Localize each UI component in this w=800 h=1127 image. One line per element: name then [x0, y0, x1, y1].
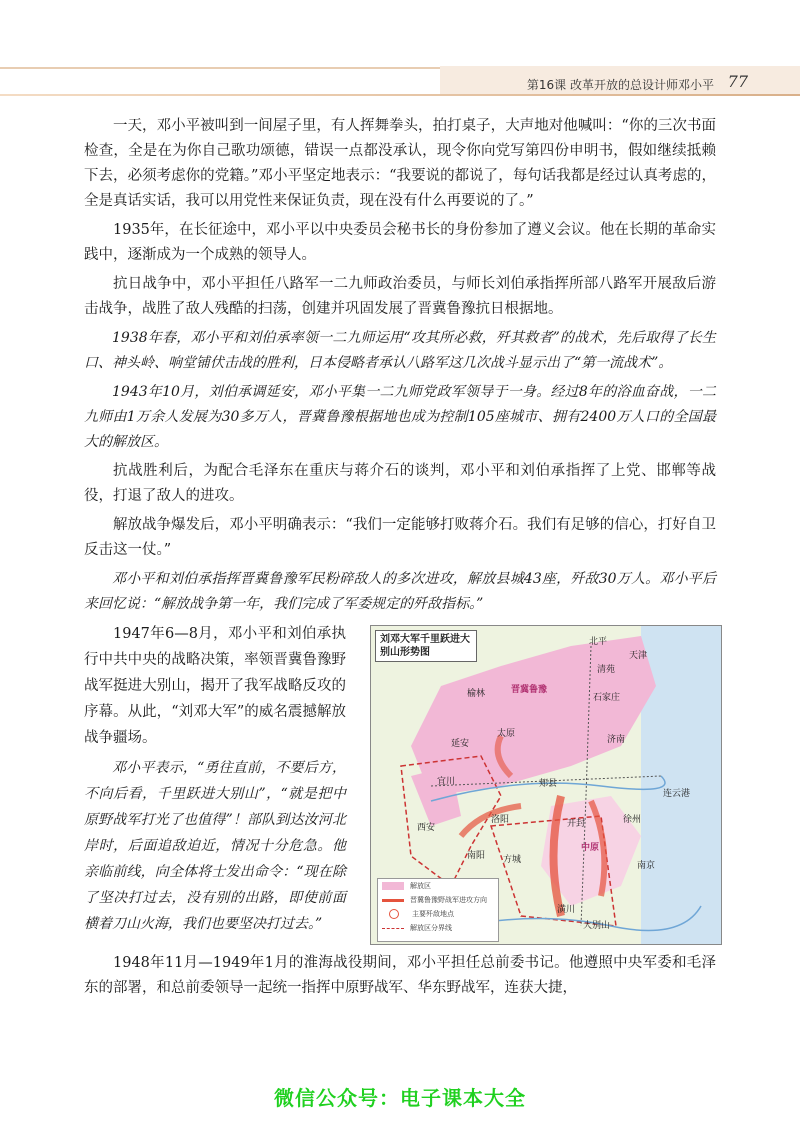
- paragraph-8: 邓小平和刘伯承指挥晋冀鲁豫军民粉碎敌人的多次进攻，解放县城43座，歼敌30万人。邓小平后来回忆说：“解放战争第一年，我们完成了军委规定的歼敌指标。”: [84, 571, 716, 612]
- paragraph-9: 1947年6—8月，邓小平和刘伯承执行中共中央的战略决策，率领晋冀鲁豫野战军挺进大别山，揭开了我军战略反攻的序幕。从此，“刘邓大军”的威名震撼解放战争疆场。: [84, 626, 346, 746]
- legend-row-liberated: [378, 879, 498, 893]
- text-with-map: [84, 621, 716, 951]
- paragraph-3: 抗日战争中，邓小平担任八路军一二九师政治委员，与师长刘伯承指挥所部八路军开展敌后游击战争，战胜了敌人残酷的扫荡，创建并巩固发展了晋冀鲁豫抗日根据地。: [84, 276, 716, 317]
- label-huangchuan: 潢川: [557, 905, 576, 915]
- map-legend: [377, 878, 499, 942]
- label-shijiazhuang: 石家庄: [593, 693, 621, 703]
- main-content: [84, 114, 716, 1005]
- label-jiaxian: 郏县: [539, 779, 558, 789]
- label-xian: 西安: [417, 823, 436, 833]
- paragraph-2: 1935年，在长征途中，邓小平以中央委员会秘书长的身份参加了遵义会议。他在长期的革命实践中，逐渐成为一个成熟的领导人。: [84, 222, 716, 263]
- label-region-jinjiluyu: 晋冀鲁豫: [511, 685, 548, 695]
- label-xuzhou: 徐州: [623, 815, 642, 825]
- paragraph-7: 解放战争爆发后，邓小平明确表示：“我们一定能够打败蒋介石。我们有足够的信心，打好自卫反击这一仗。”: [84, 517, 716, 558]
- watermark: 微信公众号：电子课本大全: [274, 1086, 526, 1110]
- boundary-icon: [382, 928, 404, 929]
- legend-text-battle: 主要歼敌地点: [412, 910, 454, 918]
- sea-area: [641, 626, 721, 944]
- label-taiyuan: 太原: [497, 729, 516, 739]
- paragraph-5: 1943年10月，刘伯承调延安，邓小平集一二九师党政军领导于一身。经过8年的浴血奋战，一二九师由1万余人发展为30多万人，晋冀鲁豫根据地也成为控制105座城市、拥有2400万人口的全国最大的解放区。: [84, 384, 716, 450]
- label-tianjin: 天津: [629, 651, 648, 661]
- label-yulin: 榆林: [467, 689, 486, 699]
- lesson-title: 第16课 改革开放的总设计师邓小平: [526, 78, 714, 92]
- campaign-map: [370, 625, 722, 945]
- label-kaifeng: 开封: [567, 819, 586, 829]
- legend-row-battle: [378, 907, 498, 921]
- label-region-zhongyuan: 中原: [581, 843, 600, 853]
- battle-icon: [389, 909, 399, 919]
- paragraph-4: 1938年春，邓小平和刘伯承率领一二九师运用“攻其所必救，歼其救者”的战术，先后取得了长生口、神头岭、响堂铺伏击战的胜利，日本侵略者承认八路军这几次战斗显示出了“第一流战术”。: [84, 330, 716, 371]
- label-dabieshan: 大别山: [583, 921, 611, 931]
- legend-row-boundary: [378, 921, 498, 935]
- paragraph-1: 一天，邓小平被叫到一间屋子里，有人挥舞拳头，拍打桌子，大声地对他喊叫：“你的三次书面检查，全是在为你自己歌功颂德，错误一点都没承认，现令你向党写第四份申明书，假如继续抵赖下去，必须考虑你的党籍。”邓小平坚定地表示：“我要说的都说了，每句话我都是经过认真考虑的，全是真话实话，我可以用党性来保证负责，现在没有什么再要说的了。”: [84, 118, 716, 209]
- label-yanan: 延安: [451, 739, 470, 749]
- label-nanjing: 南京: [637, 861, 656, 871]
- page-number: 77: [727, 72, 748, 91]
- label-luoyang: 洛阳: [491, 815, 510, 825]
- label-beiping: 北平: [589, 637, 608, 647]
- legend-row-arrow: [378, 893, 498, 907]
- legend-swatch-pink: [382, 882, 404, 890]
- label-jinan: 济南: [607, 735, 626, 745]
- arrow-icon: [382, 899, 404, 902]
- paragraph-11: 1948年11月—1949年1月的淮海战役期间，邓小平担任总前委书记。他遵照中央军委和毛泽东的部署，和总前委领导一起统一指挥中原野战军、华东野战军，连获大捷，: [84, 955, 716, 996]
- label-qingyuan: 清苑: [597, 665, 616, 675]
- map-title: 刘邓大军千里跃进大别山形势图: [375, 630, 477, 662]
- legend-text-arrow: 晋冀鲁豫野战军进攻方向: [410, 896, 487, 904]
- paragraph-10: 邓小平表示，“勇往直前，不要后方，不向后看，千里跃进大别山”，“就是把中原野战军打光了也值得”！部队到达汝河北岸时，后面追敌迫近，情况十分危急。他亲临前线，向全体将士发出命令：“现在除了坚决打过去，没有别的出路，即使前面横着刀山火海，我们也要坚决打过去。”: [84, 760, 346, 932]
- legend-text-liberated: 解放区: [410, 882, 431, 890]
- float-text-column: [84, 621, 346, 941]
- label-lianyungang: 连云港: [663, 789, 691, 799]
- header-rule: [0, 94, 800, 96]
- paragraph-6: 抗战胜利后，为配合毛泽东在重庆与蒋介石的谈判，邓小平和刘伯承指挥了上党、邯郸等战役，打退了敌人的进攻。: [84, 463, 716, 504]
- label-fangcheng: 方城: [503, 855, 522, 865]
- label-yichuan: 宜川: [437, 777, 456, 787]
- label-nanyang: 南阳: [467, 851, 486, 861]
- legend-text-boundary: 解放区分界线: [410, 924, 452, 932]
